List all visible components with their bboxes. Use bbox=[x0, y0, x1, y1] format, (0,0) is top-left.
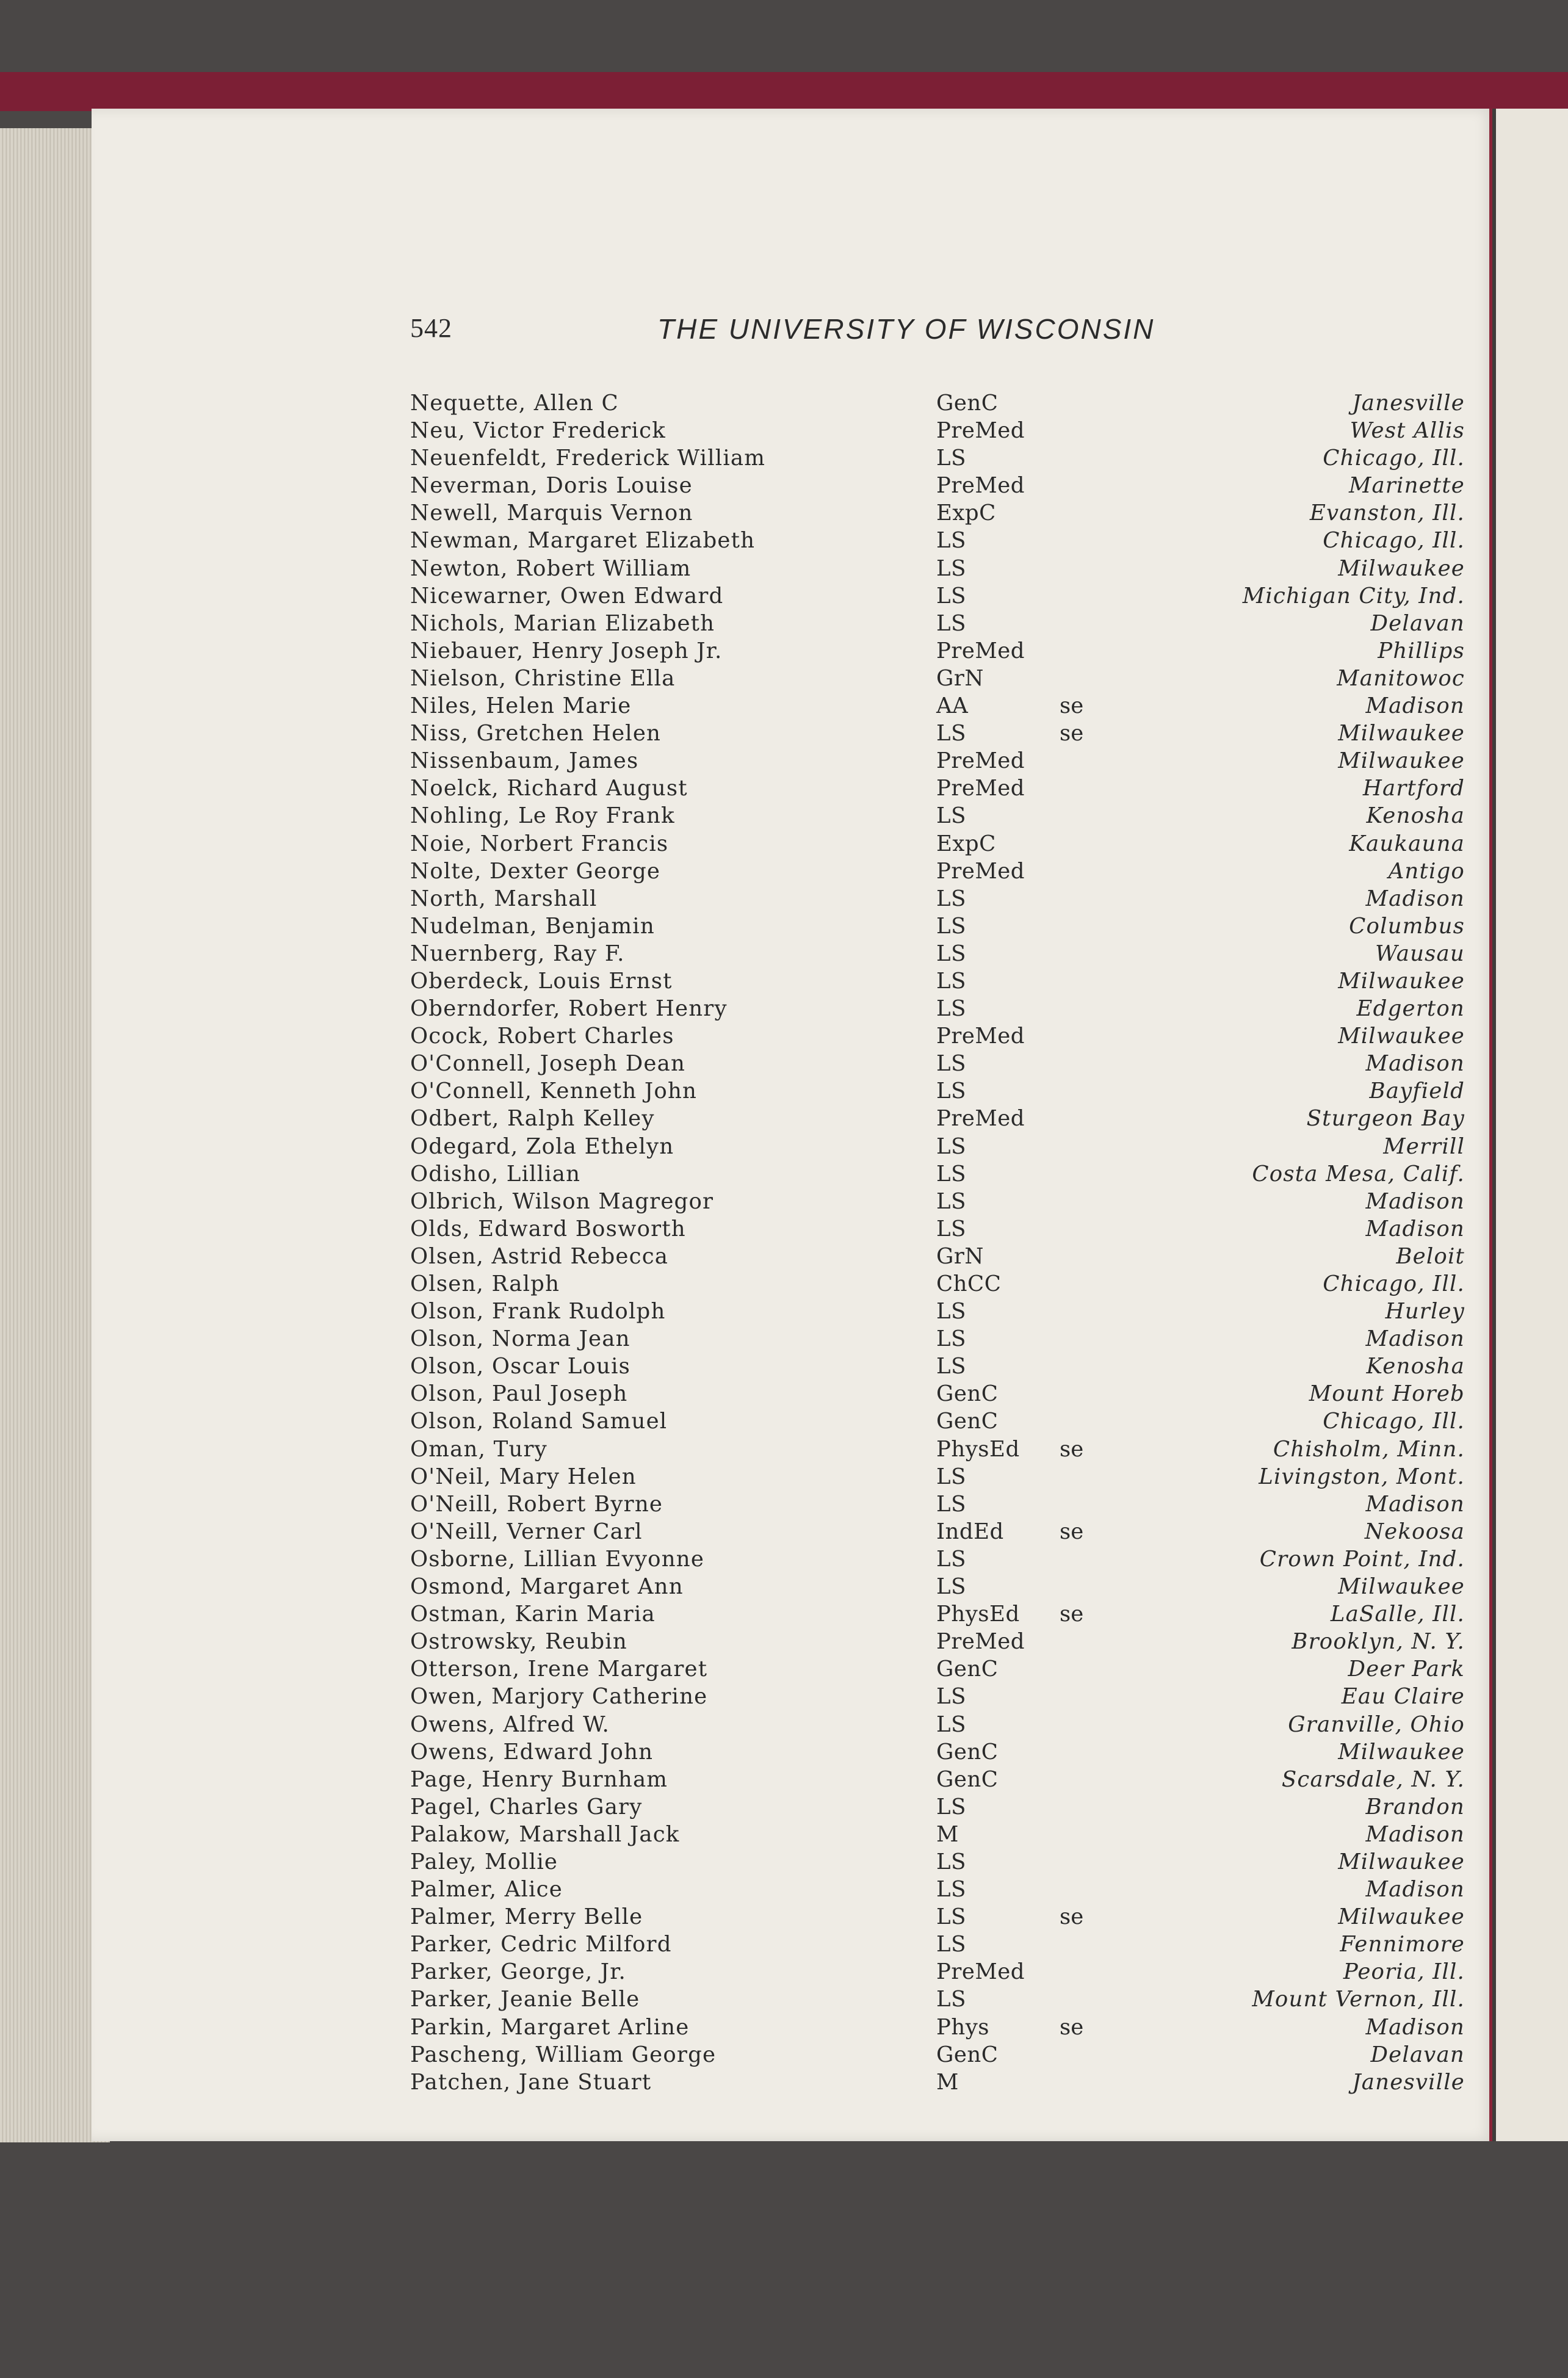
hometown: Beloit bbox=[1396, 1243, 1465, 1269]
course-code: LS bbox=[936, 1161, 966, 1187]
student-name: Parker, Cedric Milford bbox=[410, 1932, 672, 1957]
course-code: LS bbox=[936, 721, 966, 746]
student-name: Nudelman, Benjamin bbox=[410, 913, 655, 939]
list-item bbox=[410, 665, 1465, 692]
hometown: Milwaukee bbox=[1338, 1904, 1465, 1930]
hometown: West Allis bbox=[1349, 418, 1465, 444]
student-name: Olson, Roland Samuel bbox=[410, 1409, 668, 1434]
course-code: GenC bbox=[936, 1409, 999, 1434]
course-code: PreMed bbox=[936, 418, 1025, 444]
student-name: Parker, Jeanie Belle bbox=[410, 1987, 640, 2012]
student-name: Nicewarner, Owen Edward bbox=[410, 583, 724, 609]
student-name: Odbert, Ralph Kelley bbox=[410, 1106, 655, 1132]
student-name: Ostrowsky, Reubin bbox=[410, 1629, 627, 1655]
course-code: LS bbox=[936, 1491, 966, 1517]
student-name: Palmer, Merry Belle bbox=[410, 1904, 643, 1930]
course-code: PhysEd bbox=[936, 1602, 1020, 1627]
course-code: LS bbox=[936, 1546, 966, 1572]
hometown: Michigan City, Ind. bbox=[1242, 583, 1465, 609]
student-name: Niss, Gretchen Helen bbox=[410, 721, 662, 746]
status-code: se bbox=[1060, 1602, 1084, 1627]
course-code: PreMed bbox=[936, 638, 1025, 663]
student-name: Nohling, Le Roy Frank bbox=[410, 803, 675, 829]
student-name: O'Neill, Robert Byrne bbox=[410, 1491, 663, 1517]
student-name: Olson, Norma Jean bbox=[410, 1326, 630, 1352]
list-item bbox=[410, 610, 1465, 637]
course-code: LS bbox=[936, 1133, 966, 1159]
hometown: Deer Park bbox=[1348, 1657, 1465, 1682]
student-name: Niebauer, Henry Joseph Jr. bbox=[410, 638, 723, 663]
hometown: Milwaukee bbox=[1338, 1574, 1465, 1600]
course-code: LS bbox=[936, 1932, 966, 1957]
student-name: Osmond, Margaret Ann bbox=[410, 1574, 684, 1600]
student-name: Page, Henry Burnham bbox=[410, 1766, 668, 1792]
list-item bbox=[410, 830, 1465, 858]
hometown: Eau Claire bbox=[1341, 1684, 1465, 1710]
list-item bbox=[410, 1573, 1465, 1600]
list-item bbox=[410, 1133, 1465, 1160]
list-item bbox=[410, 1188, 1465, 1215]
list-item bbox=[410, 2014, 1465, 2041]
list-item bbox=[410, 1766, 1465, 1793]
course-code: LS bbox=[936, 1051, 966, 1077]
course-code: GrN bbox=[936, 665, 984, 691]
student-name: Odisho, Lillian bbox=[410, 1161, 581, 1187]
course-code: Phys bbox=[936, 2014, 990, 2040]
list-item bbox=[410, 555, 1465, 582]
course-code: GenC bbox=[936, 1739, 999, 1765]
list-item bbox=[410, 1986, 1465, 2013]
student-name: Nielson, Christine Ella bbox=[410, 665, 676, 691]
course-code: M bbox=[936, 2069, 959, 2095]
student-name: Palmer, Alice bbox=[410, 1877, 563, 1903]
hometown: Madison bbox=[1365, 1216, 1465, 1241]
list-item bbox=[410, 527, 1465, 554]
list-item bbox=[410, 1931, 1465, 1958]
course-code: GenC bbox=[936, 1381, 999, 1407]
list-item bbox=[410, 775, 1465, 802]
hometown: Milwaukee bbox=[1338, 1849, 1465, 1874]
hometown: Madison bbox=[1365, 2014, 1465, 2040]
hometown: Chisholm, Minn. bbox=[1273, 1436, 1465, 1462]
hometown: Merrill bbox=[1383, 1133, 1465, 1159]
course-code: LS bbox=[936, 1216, 966, 1241]
hometown: Costa Mesa, Calif. bbox=[1252, 1161, 1465, 1187]
hometown: Madison bbox=[1365, 1188, 1465, 1214]
hometown: Manitowoc bbox=[1337, 665, 1465, 691]
hometown: Milwaukee bbox=[1338, 1024, 1465, 1049]
course-code: LS bbox=[936, 1684, 966, 1710]
running-title: THE UNIVERSITY OF WISCONSIN bbox=[657, 313, 1155, 345]
course-code: GenC bbox=[936, 2042, 999, 2067]
hometown: Columbus bbox=[1349, 913, 1465, 939]
list-item bbox=[410, 1655, 1465, 1683]
hometown: Mount Vernon, Ill. bbox=[1252, 1987, 1465, 2012]
course-code: AA bbox=[936, 693, 969, 719]
student-name: Ocock, Robert Charles bbox=[410, 1024, 674, 1049]
student-name: O'Connell, Joseph Dean bbox=[410, 1051, 686, 1077]
hometown: Hurley bbox=[1385, 1299, 1465, 1325]
student-name: Palakow, Marshall Jack bbox=[410, 1821, 680, 1847]
list-item bbox=[410, 885, 1465, 913]
student-name: Nuernberg, Ray F. bbox=[410, 941, 625, 966]
list-item bbox=[410, 995, 1465, 1022]
hometown: Chicago, Ill. bbox=[1323, 1409, 1465, 1434]
course-code: GrN bbox=[936, 1243, 984, 1269]
course-code: M bbox=[936, 1821, 959, 1847]
list-item bbox=[410, 1215, 1465, 1243]
student-name: O'Neill, Verner Carl bbox=[410, 1519, 643, 1544]
student-name: Oman, Tury bbox=[410, 1436, 547, 1462]
hometown: Kenosha bbox=[1366, 803, 1465, 829]
list-item bbox=[410, 1903, 1465, 1931]
course-code: LS bbox=[936, 996, 966, 1022]
student-name: Olson, Oscar Louis bbox=[410, 1354, 631, 1379]
list-item bbox=[410, 1821, 1465, 1848]
student-name: O'Neil, Mary Helen bbox=[410, 1464, 637, 1489]
list-item bbox=[410, 967, 1465, 995]
list-item bbox=[410, 1160, 1465, 1188]
course-code: LS bbox=[936, 1711, 966, 1737]
course-code: LS bbox=[936, 1877, 966, 1903]
hometown: Livingston, Mont. bbox=[1259, 1464, 1465, 1489]
hometown: Hartford bbox=[1362, 776, 1465, 801]
student-name: Niles, Helen Marie bbox=[410, 693, 632, 719]
hometown: Kaukauna bbox=[1349, 831, 1465, 856]
course-code: GenC bbox=[936, 1766, 999, 1792]
list-item bbox=[410, 1077, 1465, 1105]
student-name: Paley, Mollie bbox=[410, 1849, 558, 1874]
list-item bbox=[410, 1793, 1465, 1821]
hometown: Nekoosa bbox=[1364, 1519, 1465, 1544]
hometown: Madison bbox=[1365, 1877, 1465, 1903]
hometown: Milwaukee bbox=[1338, 968, 1465, 994]
course-code: LS bbox=[936, 886, 966, 911]
status-code: se bbox=[1060, 1519, 1084, 1544]
course-code: LS bbox=[936, 1079, 966, 1104]
list-item bbox=[410, 1325, 1465, 1353]
student-name: Oberndorfer, Robert Henry bbox=[410, 996, 728, 1022]
student-name: Newell, Marquis Vernon bbox=[410, 501, 693, 526]
student-name: Pagel, Charles Gary bbox=[410, 1794, 643, 1820]
course-code: LS bbox=[936, 583, 966, 609]
student-name: Owen, Marjory Catherine bbox=[410, 1684, 708, 1710]
list-item bbox=[410, 1738, 1465, 1766]
student-name: Newman, Margaret Elizabeth bbox=[410, 528, 756, 554]
list-item bbox=[410, 1491, 1465, 1518]
student-name: Olds, Edward Bosworth bbox=[410, 1216, 686, 1241]
student-name: Nichols, Marian Elizabeth bbox=[410, 610, 715, 636]
list-item bbox=[410, 1022, 1465, 1050]
course-code: LS bbox=[936, 968, 966, 994]
course-code: PreMed bbox=[936, 1629, 1025, 1655]
student-name: Neverman, Doris Louise bbox=[410, 473, 693, 499]
student-name: O'Connell, Kenneth John bbox=[410, 1079, 698, 1104]
hometown: Granville, Ohio bbox=[1288, 1711, 1465, 1737]
status-code: se bbox=[1060, 693, 1084, 719]
course-code: PreMed bbox=[936, 1024, 1025, 1049]
list-item bbox=[410, 637, 1465, 665]
list-item bbox=[410, 444, 1465, 472]
course-code: PreMed bbox=[936, 1959, 1025, 1985]
hometown: Delavan bbox=[1370, 2042, 1465, 2067]
list-item bbox=[410, 2041, 1465, 2069]
status-code: se bbox=[1060, 721, 1084, 746]
list-item bbox=[410, 389, 1465, 417]
course-code: LS bbox=[936, 528, 966, 554]
course-code: LS bbox=[936, 1299, 966, 1325]
student-name: Pascheng, William George bbox=[410, 2042, 717, 2067]
student-name: Owens, Edward John bbox=[410, 1739, 654, 1765]
list-item bbox=[410, 802, 1465, 829]
list-item bbox=[410, 1848, 1465, 1876]
course-code: PreMed bbox=[936, 776, 1025, 801]
student-name: Parker, George, Jr. bbox=[410, 1959, 626, 1985]
student-name: Newton, Robert William bbox=[410, 555, 692, 581]
hometown: Fennimore bbox=[1340, 1932, 1465, 1957]
hometown: Mount Horeb bbox=[1309, 1381, 1465, 1407]
course-code: ExpC bbox=[936, 501, 996, 526]
list-item bbox=[410, 720, 1465, 747]
hometown: Madison bbox=[1365, 1821, 1465, 1847]
status-code: se bbox=[1060, 1904, 1084, 1930]
list-item bbox=[410, 940, 1465, 967]
hometown: Milwaukee bbox=[1338, 1739, 1465, 1765]
course-code: ChCC bbox=[936, 1271, 1002, 1296]
hometown: Antigo bbox=[1388, 858, 1465, 884]
student-name: Odegard, Zola Ethelyn bbox=[410, 1133, 674, 1159]
student-name: Neuenfeldt, Frederick William bbox=[410, 446, 766, 471]
hometown: Peoria, Ill. bbox=[1343, 1959, 1465, 1985]
hometown: Marinette bbox=[1348, 473, 1465, 499]
course-code: LS bbox=[936, 446, 966, 471]
hometown: LaSalle, Ill. bbox=[1330, 1602, 1465, 1627]
course-code: PreMed bbox=[936, 473, 1025, 499]
list-item bbox=[410, 1436, 1465, 1463]
status-code: se bbox=[1060, 1436, 1084, 1462]
student-name: Noelck, Richard August bbox=[410, 776, 688, 801]
student-name: Osborne, Lillian Evyonne bbox=[410, 1546, 705, 1572]
hometown: Janesville bbox=[1352, 2069, 1465, 2095]
hometown: Brandon bbox=[1365, 1794, 1465, 1820]
hometown: Milwaukee bbox=[1338, 748, 1465, 774]
list-item bbox=[410, 1243, 1465, 1270]
course-code: LS bbox=[936, 913, 966, 939]
course-code: LS bbox=[936, 941, 966, 966]
course-code: PreMed bbox=[936, 748, 1025, 774]
list-item bbox=[410, 1380, 1465, 1408]
hometown: Edgerton bbox=[1356, 996, 1465, 1022]
hometown: Bayfield bbox=[1369, 1079, 1465, 1104]
list-item bbox=[410, 417, 1465, 444]
hometown: Milwaukee bbox=[1338, 555, 1465, 581]
hometown: Chicago, Ill. bbox=[1323, 528, 1465, 554]
hometown: Madison bbox=[1365, 1491, 1465, 1517]
student-name: North, Marshall bbox=[410, 886, 598, 911]
list-item bbox=[410, 499, 1465, 527]
course-code: ExpC bbox=[936, 831, 996, 856]
student-name: Neu, Victor Frederick bbox=[410, 418, 666, 444]
hometown: Chicago, Ill. bbox=[1323, 1271, 1465, 1296]
course-code: IndEd bbox=[936, 1519, 1004, 1544]
student-name: Olson, Paul Joseph bbox=[410, 1381, 628, 1407]
list-item bbox=[410, 747, 1465, 775]
course-code: LS bbox=[936, 1574, 966, 1600]
student-name: Olsen, Ralph bbox=[410, 1271, 560, 1296]
course-code: PhysEd bbox=[936, 1436, 1020, 1462]
course-code: LS bbox=[936, 1188, 966, 1214]
hometown: Sturgeon Bay bbox=[1306, 1106, 1465, 1132]
list-item bbox=[410, 1683, 1465, 1710]
list-item bbox=[410, 1050, 1465, 1077]
list-item bbox=[410, 1270, 1465, 1298]
list-item bbox=[410, 1600, 1465, 1628]
course-code: LS bbox=[936, 555, 966, 581]
hometown: Chicago, Ill. bbox=[1323, 446, 1465, 471]
course-code: GenC bbox=[936, 1657, 999, 1682]
list-item bbox=[410, 1628, 1465, 1655]
course-code: LS bbox=[936, 1904, 966, 1930]
student-name: Nequette, Allen C bbox=[410, 391, 619, 416]
list-item bbox=[410, 1545, 1465, 1573]
hometown: Madison bbox=[1365, 1051, 1465, 1077]
list-item bbox=[410, 472, 1465, 499]
hometown: Phillips bbox=[1378, 638, 1465, 663]
list-item bbox=[410, 1876, 1465, 1903]
list-item bbox=[410, 1298, 1465, 1325]
list-item bbox=[410, 1408, 1465, 1435]
course-code: LS bbox=[936, 1354, 966, 1379]
list-item bbox=[410, 913, 1465, 940]
hometown: Evanston, Ill. bbox=[1309, 501, 1465, 526]
list-item bbox=[410, 1463, 1465, 1491]
course-code: LS bbox=[936, 610, 966, 636]
list-item bbox=[410, 858, 1465, 885]
course-code: LS bbox=[936, 1326, 966, 1352]
list-item bbox=[410, 1105, 1465, 1132]
hometown: Scarsdale, N. Y. bbox=[1281, 1766, 1465, 1792]
hometown: Madison bbox=[1365, 1326, 1465, 1352]
page-header bbox=[410, 313, 1234, 355]
hometown: Brooklyn, N. Y. bbox=[1292, 1629, 1465, 1655]
course-code: GenC bbox=[936, 391, 999, 416]
course-code: LS bbox=[936, 1794, 966, 1820]
course-code: LS bbox=[936, 1987, 966, 2012]
course-code: LS bbox=[936, 1849, 966, 1874]
student-name: Parkin, Margaret Arline bbox=[410, 2014, 690, 2040]
book-cover-band bbox=[0, 72, 1568, 111]
student-directory-list bbox=[410, 389, 1465, 2096]
hometown: Janesville bbox=[1352, 391, 1465, 416]
hometown: Milwaukee bbox=[1338, 721, 1465, 746]
student-name: Olbrich, Wilson Magregor bbox=[410, 1188, 714, 1214]
hometown: Madison bbox=[1365, 886, 1465, 911]
student-name: Otterson, Irene Margaret bbox=[410, 1657, 708, 1682]
course-code: LS bbox=[936, 803, 966, 829]
page-number: 542 bbox=[410, 313, 452, 343]
course-code: PreMed bbox=[936, 1106, 1025, 1132]
list-item bbox=[410, 692, 1465, 720]
student-name: Noie, Norbert Francis bbox=[410, 831, 669, 856]
list-item bbox=[410, 2069, 1465, 2096]
student-name: Nolte, Dexter George bbox=[410, 858, 661, 884]
student-name: Patchen, Jane Stuart bbox=[410, 2069, 652, 2095]
student-name: Olson, Frank Rudolph bbox=[410, 1299, 666, 1325]
list-item bbox=[410, 1711, 1465, 1738]
hometown: Crown Point, Ind. bbox=[1259, 1546, 1465, 1572]
list-item bbox=[410, 1518, 1465, 1545]
hometown: Madison bbox=[1365, 693, 1465, 719]
hometown: Delavan bbox=[1370, 610, 1465, 636]
hometown: Wausau bbox=[1375, 941, 1465, 966]
student-name: Oberdeck, Louis Ernst bbox=[410, 968, 673, 994]
student-name: Nissenbaum, James bbox=[410, 748, 639, 774]
student-name: Olsen, Astrid Rebecca bbox=[410, 1243, 669, 1269]
next-page-edge bbox=[1492, 109, 1568, 2141]
student-name: Ostman, Karin Maria bbox=[410, 1602, 656, 1627]
list-item bbox=[410, 1353, 1465, 1380]
course-code: PreMed bbox=[936, 858, 1025, 884]
status-code: se bbox=[1060, 2014, 1084, 2040]
student-name: Owens, Alfred W. bbox=[410, 1711, 610, 1737]
list-item bbox=[410, 1958, 1465, 1986]
list-item bbox=[410, 582, 1465, 610]
course-code: LS bbox=[936, 1464, 966, 1489]
hometown: Kenosha bbox=[1366, 1354, 1465, 1379]
